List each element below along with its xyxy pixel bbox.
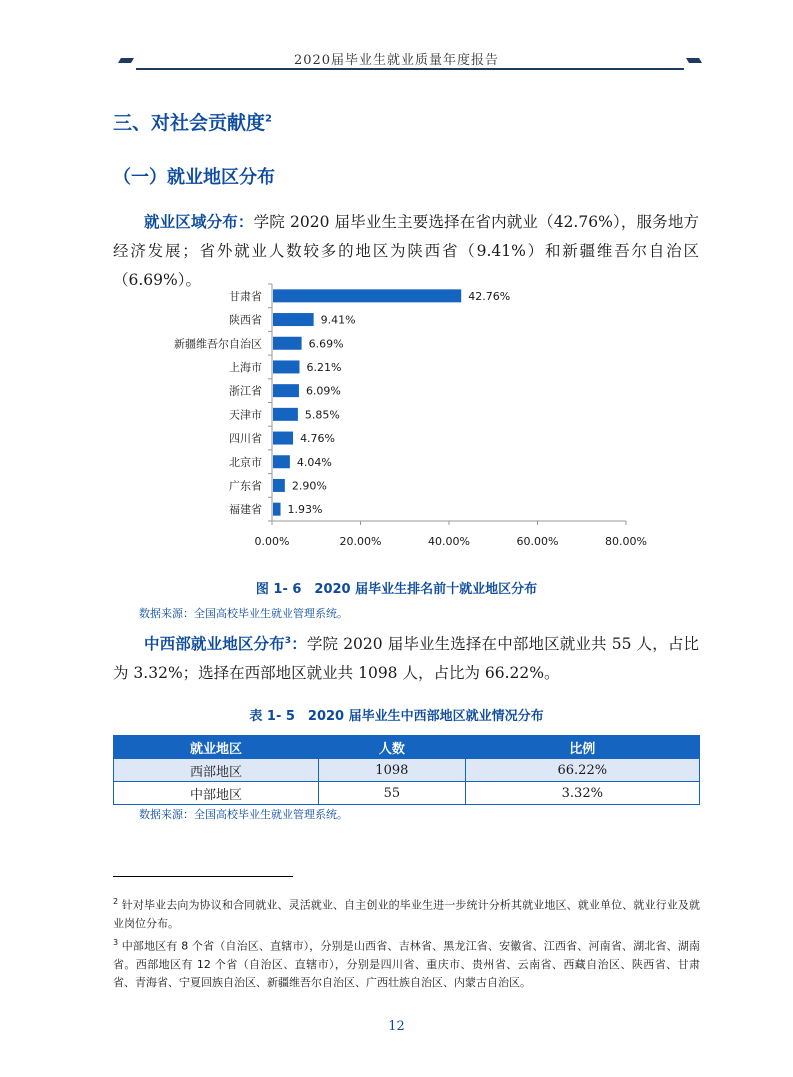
table-row — [114, 782, 700, 805]
table-source: 数据来源：全国高校毕业生就业管理系统。 — [139, 808, 348, 821]
paragraph-lead-text: 中西部就业地区分布 — [144, 635, 285, 654]
table-caption: 表 1- 5 2020 届毕业生中西部地区就业情况分布 — [249, 709, 544, 724]
footnote-rule — [113, 876, 293, 877]
data-label: 6.69% — [308, 337, 344, 351]
bar — [273, 432, 293, 445]
paragraph-text: 学院 2020 届毕业生主要选择在省内就业（42.76%），服务地方经济发展；省外就业人数较多的地区为陕西省（9.41%）和新疆维吾尔自治区（6.69%）。 — [113, 213, 699, 289]
central-west-table — [113, 735, 700, 805]
bar — [273, 384, 299, 397]
table-cell: 西部地区 — [114, 759, 319, 782]
category-label: 甘肃省 — [229, 289, 262, 303]
paragraph-lead — [144, 635, 307, 653]
page-number: 12 — [388, 1019, 405, 1034]
bar — [273, 479, 285, 492]
table-cell: 1098 — [319, 759, 466, 782]
footnote-text: 针对毕业去向为协议和合同就业、灵活就业、自主创业的毕业生进一步统计分析其就业地区、就业单位、就业行业及就业岗位分布。 — [113, 898, 700, 930]
category-label: 北京市 — [229, 455, 262, 469]
data-label: 1.93% — [287, 503, 323, 517]
section-heading — [113, 108, 272, 135]
category-label: 新疆维吾尔自治区 — [174, 337, 262, 351]
table-row — [114, 759, 700, 782]
table-cell: 中部地区 — [114, 782, 319, 805]
data-label: 6.21% — [306, 360, 342, 374]
x-tick-label: 60.00% — [516, 535, 559, 548]
data-label: 6.09% — [305, 384, 341, 398]
category-label: 浙江省 — [229, 384, 262, 398]
footnote-3 — [113, 934, 700, 992]
employment-region-bar-chart — [150, 280, 670, 555]
x-tick-label: 80.00% — [605, 535, 647, 548]
paragraph-lead-colon: ： — [291, 635, 307, 654]
bar — [273, 360, 299, 373]
paragraph-text: 学院 2020 届毕业生选择在中部地区就业共 55 人，占比为 3.32%；选择在西部地区就业共 1098 人，占比为 66.22%。 — [113, 635, 699, 683]
footnote-ref-2: 2 — [265, 113, 272, 125]
data-label: 5.85% — [304, 408, 340, 422]
x-tick-label: 40.00% — [428, 535, 470, 548]
category-label: 陕西省 — [229, 313, 262, 327]
table-cell: 3.32% — [465, 782, 699, 805]
data-label: 2.90% — [291, 479, 327, 493]
category-label: 上海市 — [229, 360, 262, 374]
bar — [273, 337, 302, 350]
bar — [273, 408, 298, 421]
section-title: 三、对社会贡献度 — [113, 112, 266, 134]
bar — [273, 455, 290, 468]
table-header-cell: 比例 — [465, 736, 699, 759]
category-label: 福建省 — [229, 503, 262, 517]
category-label: 天津市 — [229, 408, 262, 422]
table-header-cell: 人数 — [319, 736, 466, 759]
bar — [273, 313, 314, 326]
figure-source: 数据来源：全国高校毕业生就业管理系统。 — [139, 607, 348, 620]
data-label: 42.76% — [468, 289, 511, 303]
header-rule — [136, 68, 684, 70]
bar — [273, 503, 281, 516]
table-header-cell: 就业地区 — [114, 736, 319, 759]
category-label: 四川省 — [229, 432, 262, 446]
data-label: 4.04% — [296, 455, 332, 469]
footnote-number: 3 — [113, 938, 119, 947]
footnote-ref-3: 3 — [284, 636, 292, 646]
figure-caption: 图 1- 6 2020 届毕业生排名前十就业地区分布 — [255, 582, 538, 597]
category-label: 广东省 — [229, 479, 262, 493]
table-header-row — [114, 736, 700, 759]
x-tick-label: 0.00% — [254, 535, 290, 548]
footnote-text: 中部地区有 8 个省（自治区、直辖市），分别是山西省、吉林省、黑龙江省、安徽省、江西省、河南省、湖北省、湖南省。西部地区有 12 个省（自治区、直辖市），分别是四川省、重庆市、贵州省、云南省、西藏自治区、陕西省、甘肃省、青海省、宁夏回族自治区、新疆维吾尔自治区、广西壮族自治区、内蒙古自治区。 — [113, 939, 700, 989]
footnote-2 — [113, 893, 700, 933]
bar — [273, 289, 461, 302]
paragraph-lead: 就业区域分布： — [144, 213, 254, 231]
data-label: 9.41% — [320, 313, 356, 327]
header-right-mark — [686, 58, 702, 63]
x-tick-label: 20.00% — [339, 535, 382, 548]
subsection-heading: （一）就业地区分布 — [113, 167, 275, 188]
running-header: 2020届毕业生就业质量年度报告 — [293, 53, 500, 68]
table-cell: 55 — [319, 782, 466, 805]
table-cell: 66.22% — [465, 759, 699, 782]
data-label: 4.76% — [300, 432, 336, 446]
paragraph-central-west — [113, 627, 699, 688]
footnote-number: 2 — [113, 897, 119, 906]
